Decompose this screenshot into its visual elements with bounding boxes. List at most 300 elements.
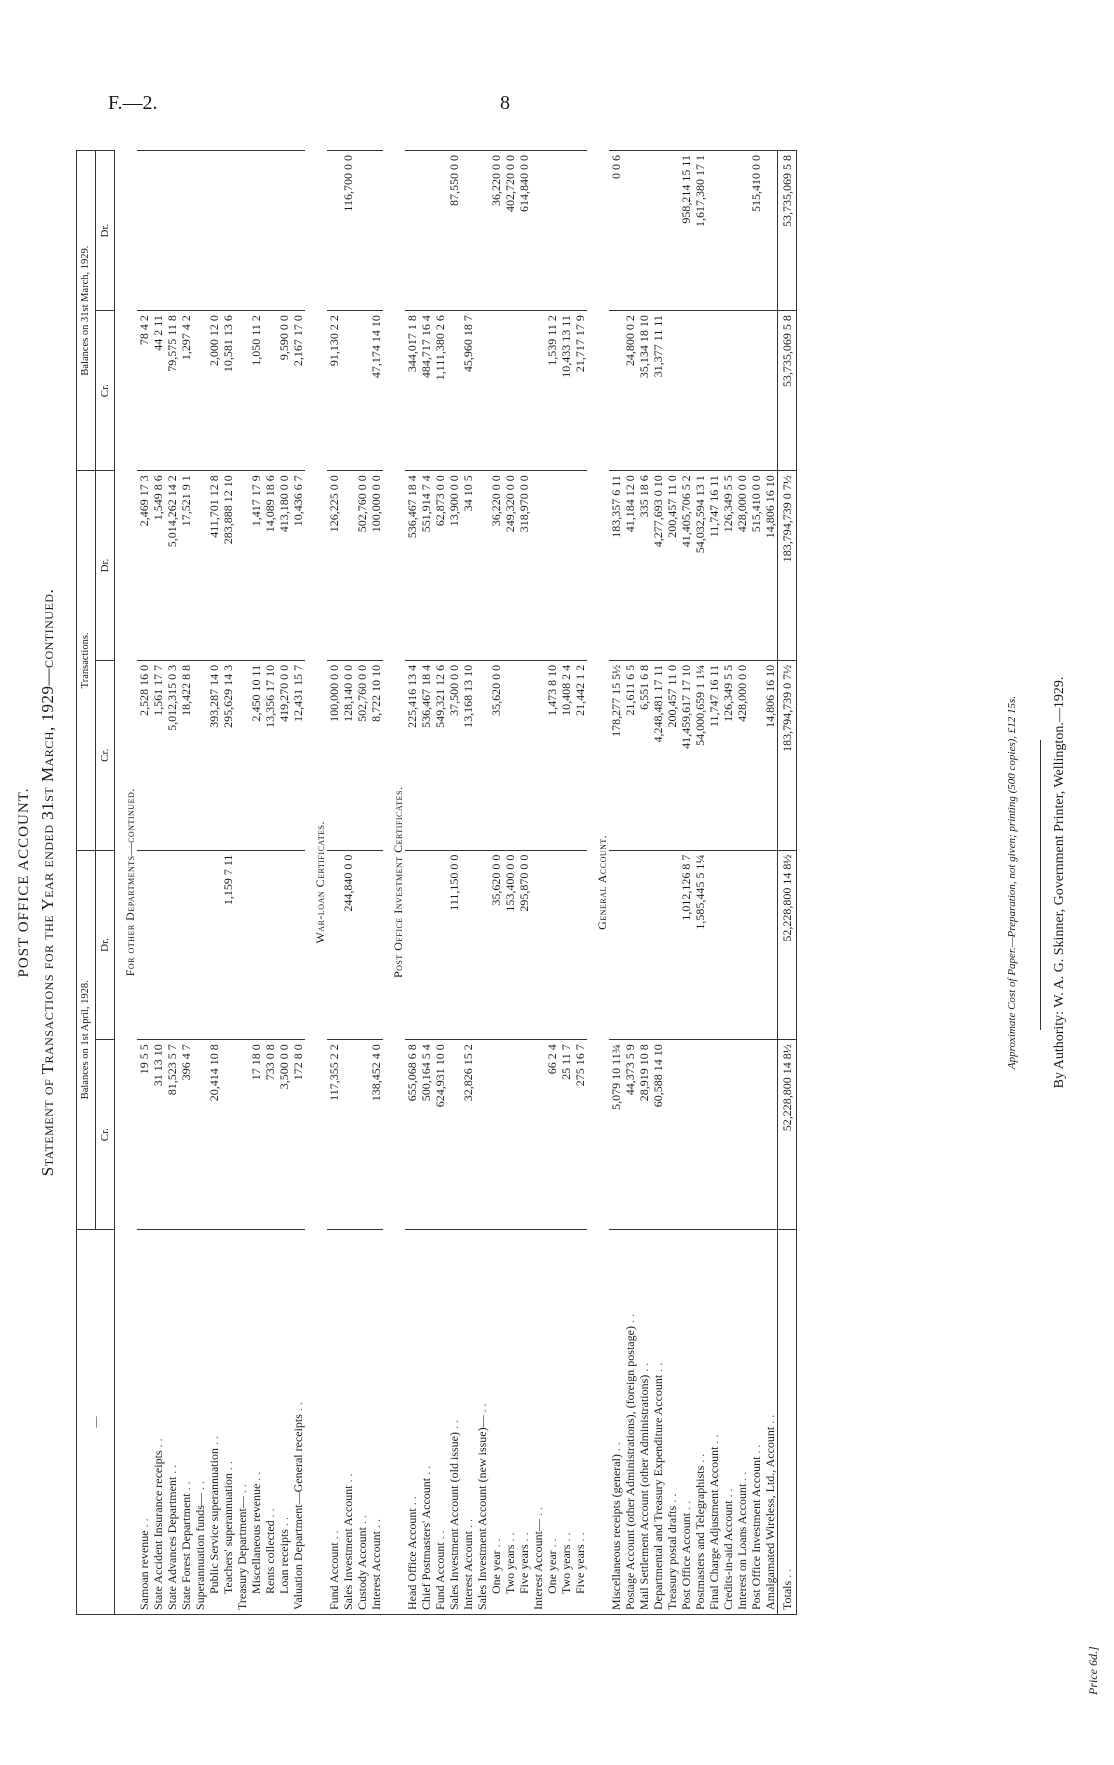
col-cr: Cr. [96, 1040, 115, 1230]
amount-t-cr [517, 660, 531, 850]
table-row [763, 151, 778, 1615]
amount-t-cr: 1,473 8 10 [545, 660, 559, 850]
amount-e-dr [179, 151, 193, 311]
amount-b-cr: 81,523 5 7 [165, 1040, 179, 1230]
leader-dots: . . [651, 1362, 665, 1375]
amount-e-dr [433, 151, 447, 311]
row-label-text: Credits-in-aid Account [721, 1500, 735, 1610]
leader-dots: . . [355, 1515, 369, 1527]
table-row [355, 151, 369, 1615]
amount-b-cr [735, 1040, 749, 1230]
amount-t-cr: 21,442 1 2 [573, 660, 587, 850]
col-dr: Dr. [96, 471, 115, 661]
row-label [721, 1230, 735, 1615]
amount-t-cr: 178,277 15 5½ [609, 660, 623, 850]
leader-dots: . . [517, 1532, 531, 1545]
row-label-text: Postage Account (other Administrations), (foreign postage) [623, 1326, 637, 1610]
amount-e-dr [193, 151, 207, 311]
amount-b-dr [419, 850, 433, 1040]
leader-dots: . . [193, 1481, 207, 1494]
row-label-text: Miscellaneous revenue [249, 1483, 263, 1594]
amount-t-cr: 4,248,481 17 11 [651, 660, 665, 850]
amount-b-dr [165, 850, 179, 1040]
amount-t-cr: 35,620 0 0 [489, 660, 503, 850]
amount-b-dr [609, 850, 623, 1040]
amount-b-cr: 172 8 0 [291, 1040, 305, 1230]
amount-t-cr [503, 660, 517, 850]
section-heading: General Account. [587, 151, 609, 1615]
amount-b-cr: 3,500 0 0 [277, 1040, 291, 1230]
amount-e-cr [235, 311, 249, 471]
amount-e-dr [249, 151, 263, 311]
leader-dots: . . [545, 1538, 559, 1551]
row-label-text: Interest on Loans Account [735, 1483, 749, 1610]
leader-dots: . . [637, 1362, 651, 1375]
amount-b-cr: 44,373 5 9 [623, 1040, 637, 1230]
amount-t-cr: 54,000,659 1 1¼ [693, 660, 707, 850]
amount-b-cr: 17 18 0 [249, 1040, 263, 1230]
table-row [609, 151, 623, 1615]
leader-dots: . . [559, 1532, 573, 1545]
amount-b-cr [503, 1040, 517, 1230]
amount-t-cr: 183,794,739 0 7½ [778, 660, 797, 850]
amount-t-cr: 225,416 13 4 [405, 660, 419, 850]
amount-b-dr [531, 850, 545, 1040]
table-row [559, 151, 573, 1615]
amount-b-cr [665, 1040, 679, 1230]
section-row [305, 151, 327, 1615]
table-row [679, 151, 693, 1615]
amount-b-dr [151, 850, 165, 1040]
amount-e-dr [291, 151, 305, 311]
leader-dots: . . [503, 1532, 517, 1545]
amount-b-cr: 52,228,800 14 8½ [778, 1040, 797, 1230]
leader-dots: . . [369, 1519, 383, 1532]
leader-dots: . . [447, 1420, 461, 1433]
amount-e-dr: 402,720 0 0 [503, 151, 517, 311]
row-label-text: Valuation Department—General receipts [291, 1414, 305, 1610]
amount-b-dr [573, 850, 587, 1040]
amount-t-dr: 183,794,739 0 7½ [778, 471, 797, 661]
amount-e-dr [207, 151, 221, 311]
amount-b-dr [277, 850, 291, 1040]
amount-t-dr: 411,701 12 8 [207, 471, 221, 661]
leader-dots: . . [721, 1488, 735, 1501]
amount-t-dr: 100,000 0 0 [369, 471, 383, 661]
col-cr: Cr. [96, 311, 115, 471]
table-row [623, 151, 637, 1615]
col-dr: Dr. [96, 850, 115, 1040]
row-label-text: Totals [780, 1580, 794, 1610]
amount-t-dr: 249,320 0 0 [503, 471, 517, 661]
leader-dots: . . [137, 1518, 151, 1531]
row-label-text: State Advances Department [165, 1476, 179, 1610]
section-row [587, 151, 609, 1615]
amount-e-dr: 87,550 0 0 [447, 151, 461, 311]
amount-e-dr [277, 151, 291, 311]
leader-dots: . . [461, 1519, 475, 1532]
amount-t-cr: 549,321 12 6 [433, 660, 447, 850]
table-row [637, 151, 651, 1615]
amount-b-dr [665, 850, 679, 1040]
amount-t-cr: 2,450 10 11 [249, 660, 263, 850]
amount-t-cr: 21,611 6 5 [623, 660, 637, 850]
row-label-text: Teachers' superannuation [221, 1473, 235, 1594]
amount-t-cr [531, 660, 545, 850]
row-label-text: Rents collected [263, 1520, 277, 1594]
leader-dots: . . [609, 1442, 623, 1455]
amount-b-dr [433, 850, 447, 1040]
row-label-text: Final Charge Adjustment Account [707, 1446, 721, 1610]
amount-e-cr: 10,581 13 6 [221, 311, 235, 471]
amount-e-cr: 21,717 17 9 [573, 311, 587, 471]
table-row [447, 151, 461, 1615]
leader-dots: . . [679, 1500, 693, 1513]
amount-b-cr [341, 1040, 355, 1230]
col-cr: Cr. [96, 660, 115, 850]
row-label-text: Interest Account [369, 1531, 383, 1610]
row-label-text: Sales Investment Account (new issue)— [475, 1415, 489, 1610]
amount-b-cr [693, 1040, 707, 1230]
amount-t-cr: 18,422 8 8 [179, 660, 193, 850]
row-label-text: Interest Account [461, 1531, 475, 1610]
amount-e-dr [405, 151, 419, 311]
amount-t-dr [341, 471, 355, 661]
row-label-text: Public Service superannuation [207, 1448, 221, 1594]
amount-b-cr [235, 1040, 249, 1230]
amount-t-dr [531, 471, 545, 661]
amount-t-dr: 126,225 0 0 [327, 471, 341, 661]
amount-t-cr: 6,551 6 8 [637, 660, 651, 850]
row-label [559, 1230, 573, 1615]
row-label [573, 1230, 587, 1615]
amount-b-cr: 19 5 5 [137, 1040, 151, 1230]
table-row [735, 151, 749, 1615]
row-label [249, 1230, 263, 1615]
table-row [221, 151, 235, 1615]
row-label [489, 1230, 503, 1615]
row-label-text: Postmasters and Telegraphists [693, 1465, 707, 1610]
amount-e-dr [221, 151, 235, 311]
amount-t-dr: 200,457 11 0 [665, 471, 679, 661]
amount-t-dr [235, 471, 249, 661]
leader-dots: . . [165, 1464, 179, 1477]
row-label-text: Post Office Investment Account [749, 1456, 763, 1610]
amount-e-dr: 116,700 0 0 [341, 151, 355, 311]
amount-e-dr [559, 151, 573, 311]
section-heading: Post Office Investment Certificates. [383, 151, 405, 1615]
amount-b-cr [707, 1040, 721, 1230]
amount-e-cr [341, 311, 355, 471]
amount-b-cr: 500,164 5 4 [419, 1040, 433, 1230]
leader-dots: . . [489, 1538, 503, 1551]
amount-b-dr: 295,870 0 0 [517, 850, 531, 1040]
table-row [693, 151, 707, 1615]
leader-dots: . . [221, 1461, 235, 1474]
amount-e-cr [609, 311, 623, 471]
row-label-text: Chief Postmasters' Account [419, 1477, 433, 1610]
row-label [735, 1230, 749, 1615]
amount-t-dr: 41,405,706 5 2 [679, 471, 693, 661]
amount-e-cr [475, 311, 489, 471]
row-label [665, 1230, 679, 1615]
leader-dots: . . [277, 1517, 291, 1530]
amount-t-dr: 318,970 0 0 [517, 471, 531, 661]
amount-b-cr [193, 1040, 207, 1230]
amount-t-cr: 37,500 0 0 [447, 660, 461, 850]
amount-b-dr: 1,159 7 11 [221, 850, 235, 1040]
table-row [405, 151, 419, 1615]
amount-e-cr: 78 4 2 [137, 311, 151, 471]
amount-b-dr [235, 850, 249, 1040]
amount-b-cr: 25 11 7 [559, 1040, 573, 1230]
row-label-text: Custody Account [355, 1527, 369, 1610]
amount-t-dr: 428,000 0 0 [735, 471, 749, 661]
amount-t-cr: 13,168 13 10 [461, 660, 475, 850]
amount-t-dr: 1,417 17 9 [249, 471, 263, 661]
amount-t-cr: 5,012,315 0 3 [165, 660, 179, 850]
amount-e-cr: 1,539 11 2 [545, 311, 559, 471]
table-row [665, 151, 679, 1615]
row-label-text: Superannuation funds— [193, 1493, 207, 1610]
leader-dots: . . [249, 1471, 263, 1484]
amount-e-cr: 2,000 12 0 [207, 311, 221, 471]
row-label-text: Two years [503, 1544, 517, 1594]
amount-b-cr: 32,826 15 2 [461, 1040, 475, 1230]
leader-dots: . . [665, 1493, 679, 1506]
amount-t-dr: 335 18 6 [637, 471, 651, 661]
amount-b-dr: 52,228,800 14 8½ [778, 850, 797, 1040]
table-row [489, 151, 503, 1615]
amount-e-cr: 53,735,069 5 8 [778, 311, 797, 471]
amount-b-cr [475, 1040, 489, 1230]
row-label [369, 1230, 383, 1615]
table-row [263, 151, 277, 1615]
amount-b-dr [405, 850, 419, 1040]
amount-e-dr [637, 151, 651, 311]
table-row [137, 151, 151, 1615]
header-closing-balances: Balances on 31st March, 1929. [77, 151, 96, 471]
amount-e-cr [355, 311, 369, 471]
row-label [419, 1230, 433, 1615]
amount-e-dr [707, 151, 721, 311]
amount-t-dr: 14,806 16 10 [763, 471, 778, 661]
table-row [651, 151, 665, 1615]
amount-b-dr [475, 850, 489, 1040]
amount-t-cr [235, 660, 249, 850]
header-transactions: Transactions. [77, 471, 96, 850]
amount-e-cr [517, 311, 531, 471]
amount-b-dr [193, 850, 207, 1040]
row-label-text: Samoan revenue [137, 1530, 151, 1610]
amount-b-cr: 733 0 8 [263, 1040, 277, 1230]
amount-e-dr [137, 151, 151, 311]
amount-t-cr: 1,561 17 7 [151, 660, 165, 850]
amount-t-cr: 100,000 0 0 [327, 660, 341, 850]
row-label [355, 1230, 369, 1615]
table-row [707, 151, 721, 1615]
amount-e-dr: 53,735,069 5 8 [778, 151, 797, 311]
row-label [749, 1230, 763, 1615]
amount-b-dr [327, 850, 341, 1040]
table-row [503, 151, 517, 1615]
row-label-text: Interest Account— [531, 1519, 545, 1610]
table-row [207, 151, 221, 1615]
amount-e-dr [573, 151, 587, 311]
amount-b-dr [291, 850, 305, 1040]
amount-b-dr [461, 850, 475, 1040]
amount-t-dr [475, 471, 489, 661]
table-row [249, 151, 263, 1615]
amount-b-cr [517, 1040, 531, 1230]
amount-b-cr [763, 1040, 778, 1230]
amount-t-dr [559, 471, 573, 661]
amount-e-dr [763, 151, 778, 311]
amount-b-cr [489, 1040, 503, 1230]
amount-t-dr: 62,873 0 0 [433, 471, 447, 661]
amount-b-dr: 1,585,445 5 1¼ [693, 850, 707, 1040]
amount-t-cr: 13,356 17 10 [263, 660, 277, 850]
amount-t-dr: 13,900 0 0 [447, 471, 461, 661]
table-row [291, 151, 305, 1615]
row-label-text: Amalgamated Wireless, Ltd., Account [763, 1426, 777, 1610]
leader-dots: . . [235, 1484, 249, 1497]
amount-e-cr: 45,960 18 7 [461, 311, 475, 471]
amount-e-cr: 91,130 2 2 [327, 311, 341, 471]
amount-b-dr: 1,012,126 8 7 [679, 850, 693, 1040]
amount-t-dr: 413,180 0 0 [277, 471, 291, 661]
row-label-text: Five years [517, 1544, 531, 1594]
amount-t-dr: 5,014,262 14 2 [165, 471, 179, 661]
amount-e-dr: 0 0 6 [609, 151, 623, 311]
amount-b-cr: 5,079 10 11¾ [609, 1040, 623, 1230]
amount-t-cr: 126,349 5 5 [721, 660, 735, 850]
amount-e-cr [503, 311, 517, 471]
row-label-text: Miscellaneous receipts (general) [609, 1454, 623, 1610]
row-label-text: Fund Account [433, 1542, 447, 1610]
leader-dots: . . [291, 1402, 305, 1415]
leader-dots: . . [531, 1507, 545, 1520]
table-row [461, 151, 475, 1615]
amount-t-cr: 502,760 0 0 [355, 660, 369, 850]
row-label [609, 1230, 623, 1615]
row-label-text: Fund Account [327, 1542, 341, 1610]
amount-t-dr: 54,032,594 13 1 [693, 471, 707, 661]
row-label [637, 1230, 651, 1615]
amount-b-cr [749, 1040, 763, 1230]
amount-t-cr: 8,722 10 10 [369, 660, 383, 850]
row-label [651, 1230, 665, 1615]
amount-e-dr [461, 151, 475, 311]
amount-b-dr [263, 850, 277, 1040]
amount-b-dr [763, 850, 778, 1040]
series-number: F.—2. [108, 92, 158, 114]
amount-b-cr: 66 2 4 [545, 1040, 559, 1230]
row-label [165, 1230, 179, 1615]
amount-e-cr [263, 311, 277, 471]
amount-b-cr [447, 1040, 461, 1230]
amount-e-cr: 31,377 11 11 [651, 311, 665, 471]
amount-t-cr: 536,467 18 4 [419, 660, 433, 850]
row-label [341, 1230, 355, 1615]
amount-b-dr [207, 850, 221, 1040]
amount-b-cr: 31 13 10 [151, 1040, 165, 1230]
leader-dots: . . [207, 1436, 221, 1449]
amount-e-cr: 9,590 0 0 [277, 311, 291, 471]
amount-b-dr [545, 850, 559, 1040]
amount-e-cr [665, 311, 679, 471]
amount-t-cr [475, 660, 489, 850]
amount-e-dr [651, 151, 665, 311]
document-title: POST OFFICE ACCOUNT. [16, 787, 32, 978]
row-label [137, 1230, 151, 1615]
amount-e-cr: 1,111,380 2 6 [433, 311, 447, 471]
section-row [383, 151, 405, 1615]
amount-e-cr: 344,017 1 8 [405, 311, 419, 471]
row-label [235, 1230, 249, 1615]
amount-b-dr: 111,150 0 0 [447, 850, 461, 1040]
row-label [263, 1230, 277, 1615]
row-label-text: Treasury Department— [235, 1496, 249, 1610]
row-label-text: Departmental and Treasury Expenditure Account [651, 1374, 665, 1610]
amount-t-dr: 36,220 0 0 [489, 471, 503, 661]
amount-e-dr [151, 151, 165, 311]
row-label-text: Post Office Account [679, 1512, 693, 1610]
table-row [179, 151, 193, 1615]
amount-t-dr: 551,914 7 4 [419, 471, 433, 661]
col-dr: Dr. [96, 151, 115, 311]
table-row [341, 151, 355, 1615]
amount-b-dr [735, 850, 749, 1040]
leader-dots: . . [693, 1453, 707, 1466]
amount-e-dr [369, 151, 383, 311]
row-label [207, 1230, 221, 1615]
amount-e-dr: 958,214 15 11 [679, 151, 693, 311]
table-row [193, 151, 207, 1615]
amount-t-cr [193, 660, 207, 850]
amount-t-dr: 1,549 8 6 [151, 471, 165, 661]
row-label [531, 1230, 545, 1615]
amount-e-dr: 515,410 0 0 [749, 151, 763, 311]
amount-t-cr: 128,140 0 0 [341, 660, 355, 850]
label-header: — [77, 1230, 115, 1615]
amount-e-dr [623, 151, 637, 311]
table-row [277, 151, 291, 1615]
leader-dots: . . [327, 1530, 341, 1543]
table-row [721, 151, 735, 1615]
row-label-text: Sales Investment Account [341, 1485, 355, 1610]
leader-dots: . . [341, 1473, 355, 1486]
leader-dots: . . [749, 1444, 763, 1457]
row-label [447, 1230, 461, 1615]
amount-e-dr [735, 151, 749, 311]
table-row [573, 151, 587, 1615]
leader-dots: . . [263, 1508, 277, 1521]
totals-row [778, 151, 797, 1615]
amount-t-dr: 126,349 5 5 [721, 471, 735, 661]
amount-b-dr [249, 850, 263, 1040]
row-label [623, 1230, 637, 1615]
amount-b-cr: 20,414 10 8 [207, 1040, 221, 1230]
amount-t-dr: 536,467 18 4 [405, 471, 419, 661]
amount-e-cr: 1,050 11 2 [249, 311, 263, 471]
amount-b-dr [707, 850, 721, 1040]
row-label [291, 1230, 305, 1615]
row-label-text: Head Office Account [405, 1508, 419, 1610]
amount-t-cr: 41,459,617 17 10 [679, 660, 693, 850]
amount-e-dr [235, 151, 249, 311]
leader-dots: . . [573, 1532, 587, 1545]
